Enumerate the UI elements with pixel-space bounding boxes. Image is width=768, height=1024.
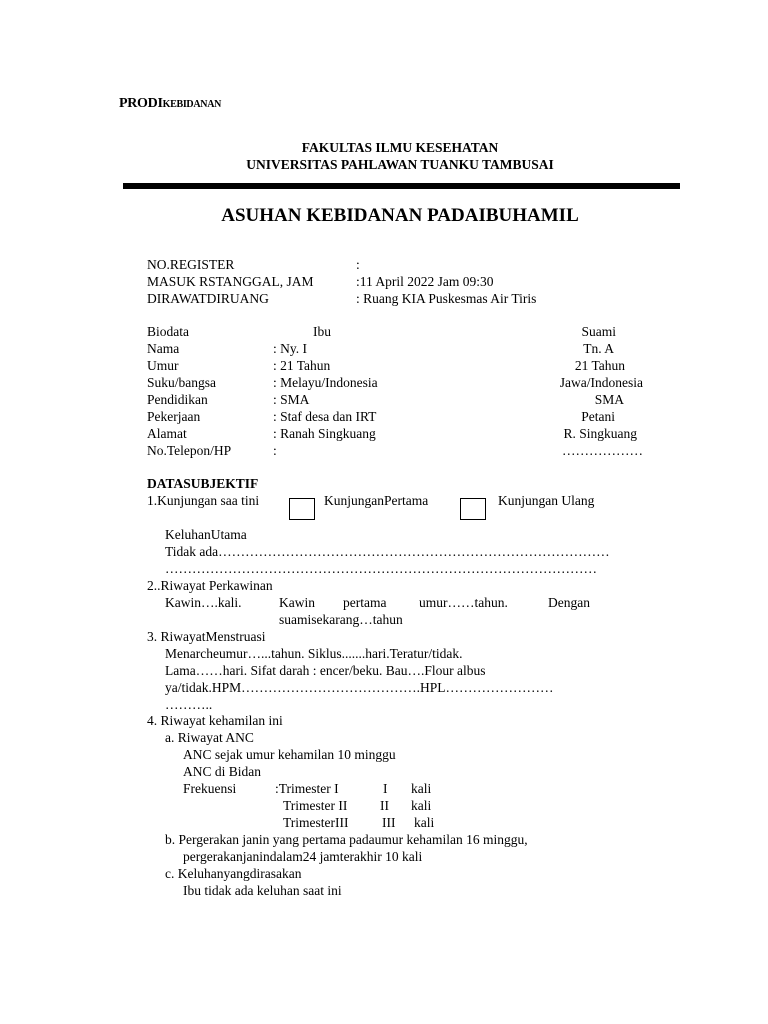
checkbox-kunjungan-pertama[interactable] — [289, 498, 315, 520]
trimester-unit: kali — [411, 798, 432, 813]
biodata-ibu-header: Ibu — [313, 324, 331, 339]
faculty-name: FAKULTAS ILMU KESEHATAN — [301, 140, 499, 155]
option-kunjungan-ulang: Kunjungan Ulang — [498, 493, 595, 508]
biodata-suami-header: Suami — [581, 324, 616, 339]
brand-big: PRODI — [119, 96, 163, 111]
menstruasi-line: ……….. — [165, 697, 213, 712]
keluhan-label: KeluhanUtama — [165, 527, 247, 542]
masuk-label: MASUK RSTANGGAL, JAM — [147, 274, 314, 289]
biodata-row-ibu: : Staf desa dan IRT — [273, 409, 377, 424]
biodata-row-ibu: : 21 Tahun — [273, 358, 331, 373]
biodata-row-suami: R. Singkuang — [563, 426, 637, 441]
biodata-row-label: Pendidikan — [147, 392, 208, 407]
header-rule — [123, 183, 680, 189]
university-name: UNIVERSITAS PAHLAWAN TUANKU TAMBUSAI — [246, 157, 554, 172]
perkawinan-word: Dengan — [548, 595, 590, 610]
checkbox-kunjungan-ulang[interactable] — [460, 498, 486, 520]
menstruasi-line: Lama……hari. Sifat darah : encer/beku. Bau….Flour albus — [165, 663, 486, 678]
anc-line: ANC sejak umur kehamilan 10 minggu — [183, 747, 396, 762]
trimester-count: II — [380, 798, 389, 813]
biodata-row-label: No.Telepon/HP — [147, 443, 232, 458]
perkawinan-word: Kawin….kali. — [165, 595, 242, 610]
dirawat-label: DIRAWATDIRUANG — [147, 291, 269, 306]
trimester-label: :Trimester I — [275, 781, 339, 796]
perkawinan-word: umur……tahun. — [419, 595, 508, 610]
biodata-row-ibu: : Ny. I — [273, 341, 307, 356]
register-no-label: NO.REGISTER — [147, 257, 235, 272]
pergerakan-line: b. Pergerakan janin yang pertama padaumur kehamilan 16 minggu, — [165, 832, 528, 847]
keluhan-dirasakan-value: Ibu tidak ada keluhan saat ini — [183, 883, 342, 898]
biodata-row-label: Pekerjaan — [147, 409, 201, 424]
biodata-row-ibu: : SMA — [273, 392, 310, 407]
biodata-row-ibu: : — [273, 443, 277, 458]
riwayat-anc-title: a. Riwayat ANC — [165, 730, 254, 745]
biodata-row-suami: 21 Tahun — [574, 358, 625, 373]
biodata-row-ibu: : Melayu/Indonesia — [273, 375, 378, 390]
dirawat-value: : Ruang KIA Puskesmas Air Tiris — [356, 291, 537, 306]
frekuensi-label: Frekuensi — [183, 781, 237, 796]
biodata-row-suami: Petani — [581, 409, 615, 424]
keluhan-value: Tidak ada…………………………………………………………………………… — [165, 544, 610, 559]
brand-small: KEBIDANAN — [162, 99, 222, 110]
trimester-label: TrimesterIII — [283, 815, 349, 830]
masuk-value: :11 April 2022 Jam 09:30 — [356, 274, 494, 289]
perkawinan-word: pertama — [343, 595, 387, 610]
trimester-unit: kali — [414, 815, 435, 830]
biodata-row-suami: ……………… — [562, 443, 643, 458]
trimester-unit: kali — [411, 781, 432, 796]
biodata-row-suami: SMA — [594, 392, 624, 407]
riwayat-kehamilan-title: 4. Riwayat kehamilan ini — [147, 713, 283, 728]
kunjungan-label: 1.Kunjungan saa tini — [147, 493, 260, 508]
prodi-brand — [119, 95, 221, 113]
biodata-row-label: Nama — [147, 341, 180, 356]
trimester-count: III — [382, 815, 396, 830]
page-title: ASUHAN KEBIDANAN PADAIBUHAMIL — [221, 205, 579, 226]
perkawinan-line2: suamisekarang…tahun — [279, 612, 403, 627]
anc-line: ANC di Bidan — [183, 764, 262, 779]
trimester-count: I — [383, 781, 388, 796]
riwayat-perkawinan-title: 2..Riwayat Perkawinan — [147, 578, 273, 593]
perkawinan-word: Kawin — [279, 595, 315, 610]
menstruasi-line: ya/tidak.HPM………………………………….HPL…………………… — [165, 680, 554, 695]
biodata-row-suami: Jawa/Indonesia — [559, 375, 643, 390]
biodata-row-label: Suku/bangsa — [147, 375, 216, 390]
biodata-row-label: Alamat — [147, 426, 187, 441]
riwayat-menstruasi-title: 3. RiwayatMenstruasi — [147, 629, 266, 644]
trimester-label: Trimester II — [283, 798, 348, 813]
option-kunjungan-pertama: KunjunganPertama — [324, 493, 429, 508]
register-no-value: : — [356, 257, 360, 272]
biodata-row-ibu: : Ranah Singkuang — [273, 426, 376, 441]
keluhan-dots: …………………………………………………………………………………… — [165, 561, 597, 576]
pergerakan-line: pergerakanjanindalam24 jamterakhir 10 kali — [183, 849, 423, 864]
keluhan-dirasakan-title: c. Keluhanyangdirasakan — [165, 866, 302, 881]
menstruasi-line: Menarcheumur…...tahun. Siklus.......hari.Teratur/tidak. — [165, 646, 463, 661]
biodata-row-label: Umur — [147, 358, 179, 373]
biodata-header: Biodata — [147, 324, 189, 339]
section-heading-subjektif: DATASUBJEKTIF — [147, 476, 259, 491]
biodata-row-suami: Tn. A — [583, 341, 614, 356]
